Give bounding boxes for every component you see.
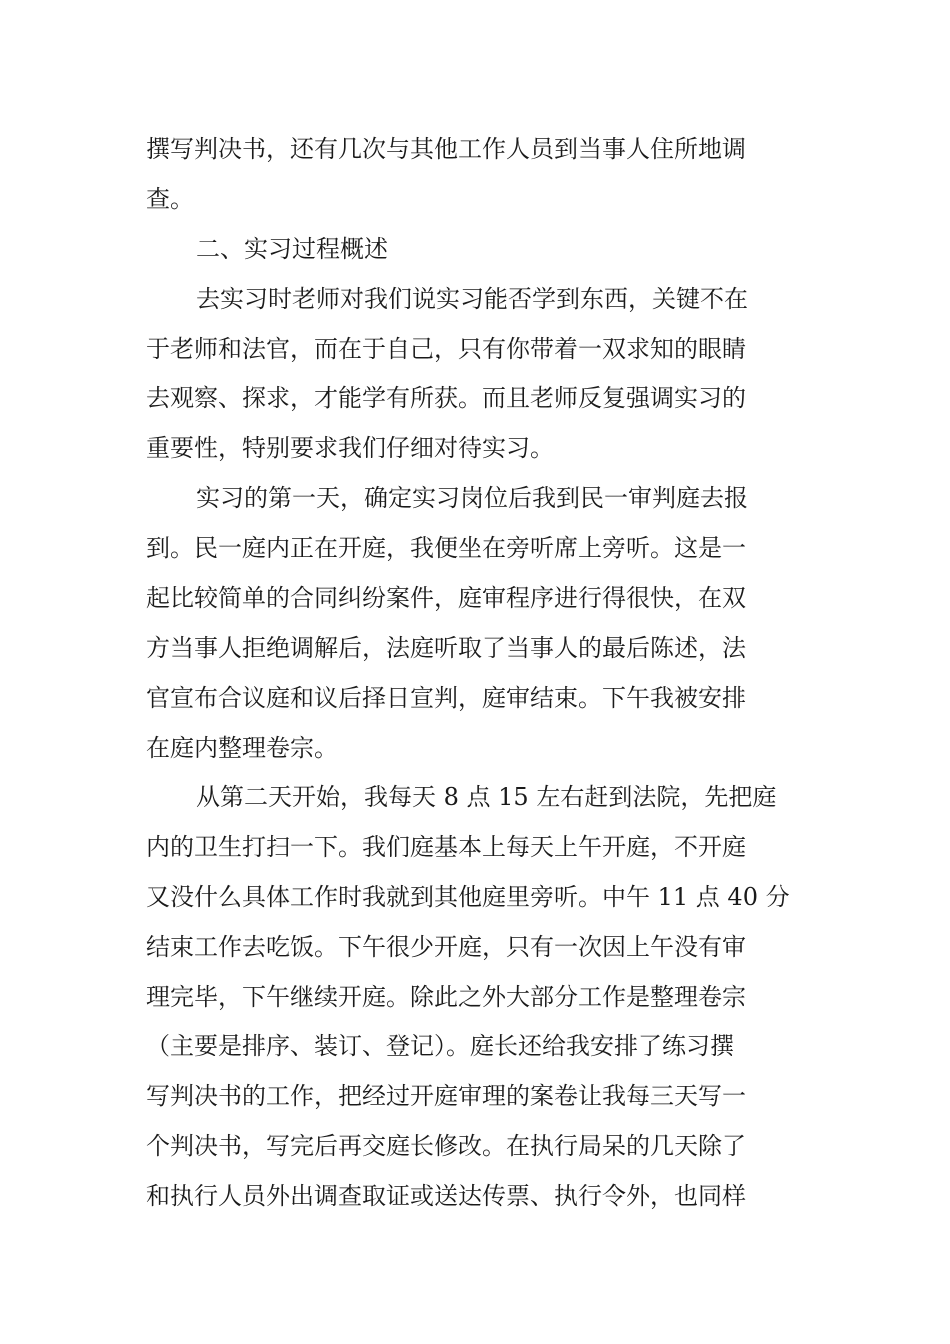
text-line: 个判决书，写完后再交庭长修改。在执行局呆的几天除了	[146, 1132, 746, 1160]
text-line: 和执行人员外出调查取证或送达传票、执行令外，也同样	[146, 1182, 746, 1210]
text-line: 到。民一庭内正在开庭，我便坐在旁听席上旁听。这是一	[146, 534, 746, 562]
text-line: 从第二天开始，我每天 8 点 15 左右赶到法院，先把庭	[196, 783, 777, 811]
text-line: 撰写判决书，还有几次与其他工作人员到当事人住所地调	[146, 135, 746, 163]
text-line: （主要是排序、装订、登记）。庭长还给我安排了练习撰	[146, 1032, 734, 1060]
text-line: 结束工作去吃饭。下午很少开庭，只有一次因上午没有审	[146, 933, 746, 961]
text-line: 理完毕，下午继续开庭。除此之外大部分工作是整理卷宗	[146, 983, 746, 1011]
text-line: 起比较简单的合同纠纷案件，庭审程序进行得很快，在双	[146, 584, 746, 612]
text-line: 去实习时老师对我们说实习能否学到东西，关键不在	[196, 285, 748, 313]
text-line: 内的卫生打扫一下。我们庭基本上每天上午开庭，不开庭	[146, 833, 746, 861]
section-heading: 二、实习过程概述	[196, 235, 388, 263]
text-line: 实习的第一天，确定实习岗位后我到民一审判庭去报	[196, 484, 748, 512]
text-line: 在庭内整理卷宗。	[146, 734, 338, 762]
text-line: 去观察、探求，才能学有所获。而且老师反复强调实习的	[146, 384, 746, 412]
text-line: 于老师和法官，而在于自己，只有你带着一双求知的眼睛	[146, 335, 746, 363]
text-line: 写判决书的工作，把经过开庭审理的案卷让我每三天写一	[146, 1082, 746, 1110]
text-line: 重要性，特别要求我们仔细对待实习。	[146, 434, 554, 462]
text-line: 方当事人拒绝调解后，法庭听取了当事人的最后陈述，法	[146, 634, 746, 662]
text-line: 官宣布合议庭和议后择日宣判，庭审结束。下午我被安排	[146, 684, 746, 712]
text-line: 又没什么具体工作时我就到其他庭里旁听。中午 11 点 40 分	[146, 883, 790, 911]
text-line: 查。	[146, 185, 194, 213]
